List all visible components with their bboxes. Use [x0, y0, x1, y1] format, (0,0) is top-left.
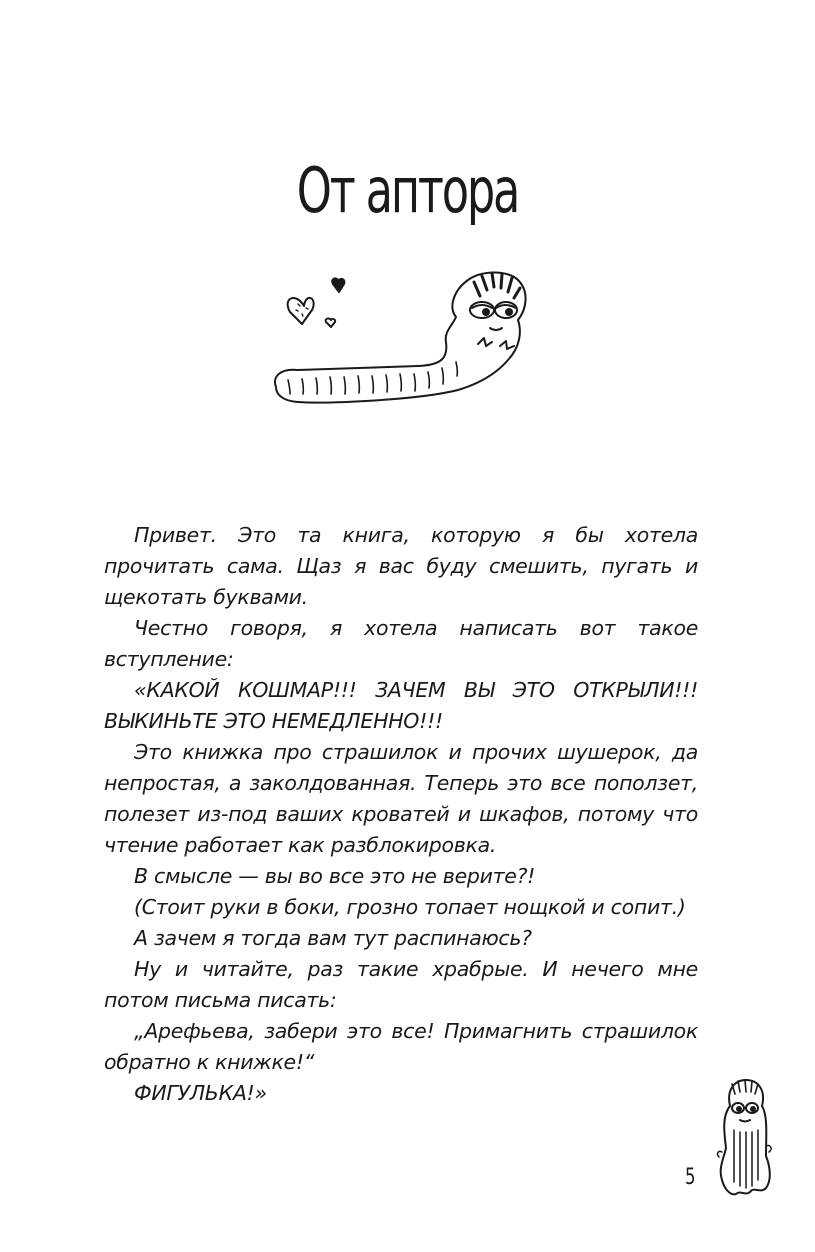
paragraph: ФИГУЛЬКА!»: [134, 1081, 267, 1105]
paragraph: А зачем я тогда вам тут распинаюсь?: [134, 926, 532, 950]
worm-illustration: [268, 262, 538, 412]
paragraph: Это книжка про страшилок и прочих шушерок, да непростая, а заколдованная. Теперь это все поползет, полезет из-под ваших кроватей и шкафов, потому что чтение работает как разблокировка.: [104, 740, 698, 857]
paragraph: «КАКОЙ КОШМАР!!! ЗАЧЕМ ВЫ ЭТО ОТКРЫЛИ!!! ВЫКИНЬТЕ ЭТО НЕМЕДЛЕННО!!!: [104, 678, 698, 733]
paragraph: Привет. Это та книга, которую я бы хотела прочитать сама. Щаз я вас буду смешить, пугать и щекотать буквами.: [104, 523, 698, 609]
page-number: 5: [685, 1165, 696, 1190]
paragraph: „Арефьева, забери это все! Примагнить страшилок обратно к книжке!“: [104, 1019, 698, 1074]
heart-icon: [288, 298, 314, 324]
paragraph: Ну и читайте, раз такие храбрые. И нечего мне потом письма писать:: [104, 957, 698, 1012]
paragraph: В смысле — вы во все это не верите?!: [134, 864, 536, 888]
heart-small-icon: [332, 278, 344, 292]
article-body: [104, 520, 698, 1109]
paragraph: (Стоит руки в боки, грозно топает нощкой и сопит.): [134, 895, 686, 919]
page-title: От аптора: [296, 153, 519, 227]
ghost-illustration: [716, 1076, 774, 1198]
paragraph: Честно говоря, я хотела написать вот такое вступление:: [104, 616, 698, 671]
heart-tiny-icon: [326, 319, 336, 327]
